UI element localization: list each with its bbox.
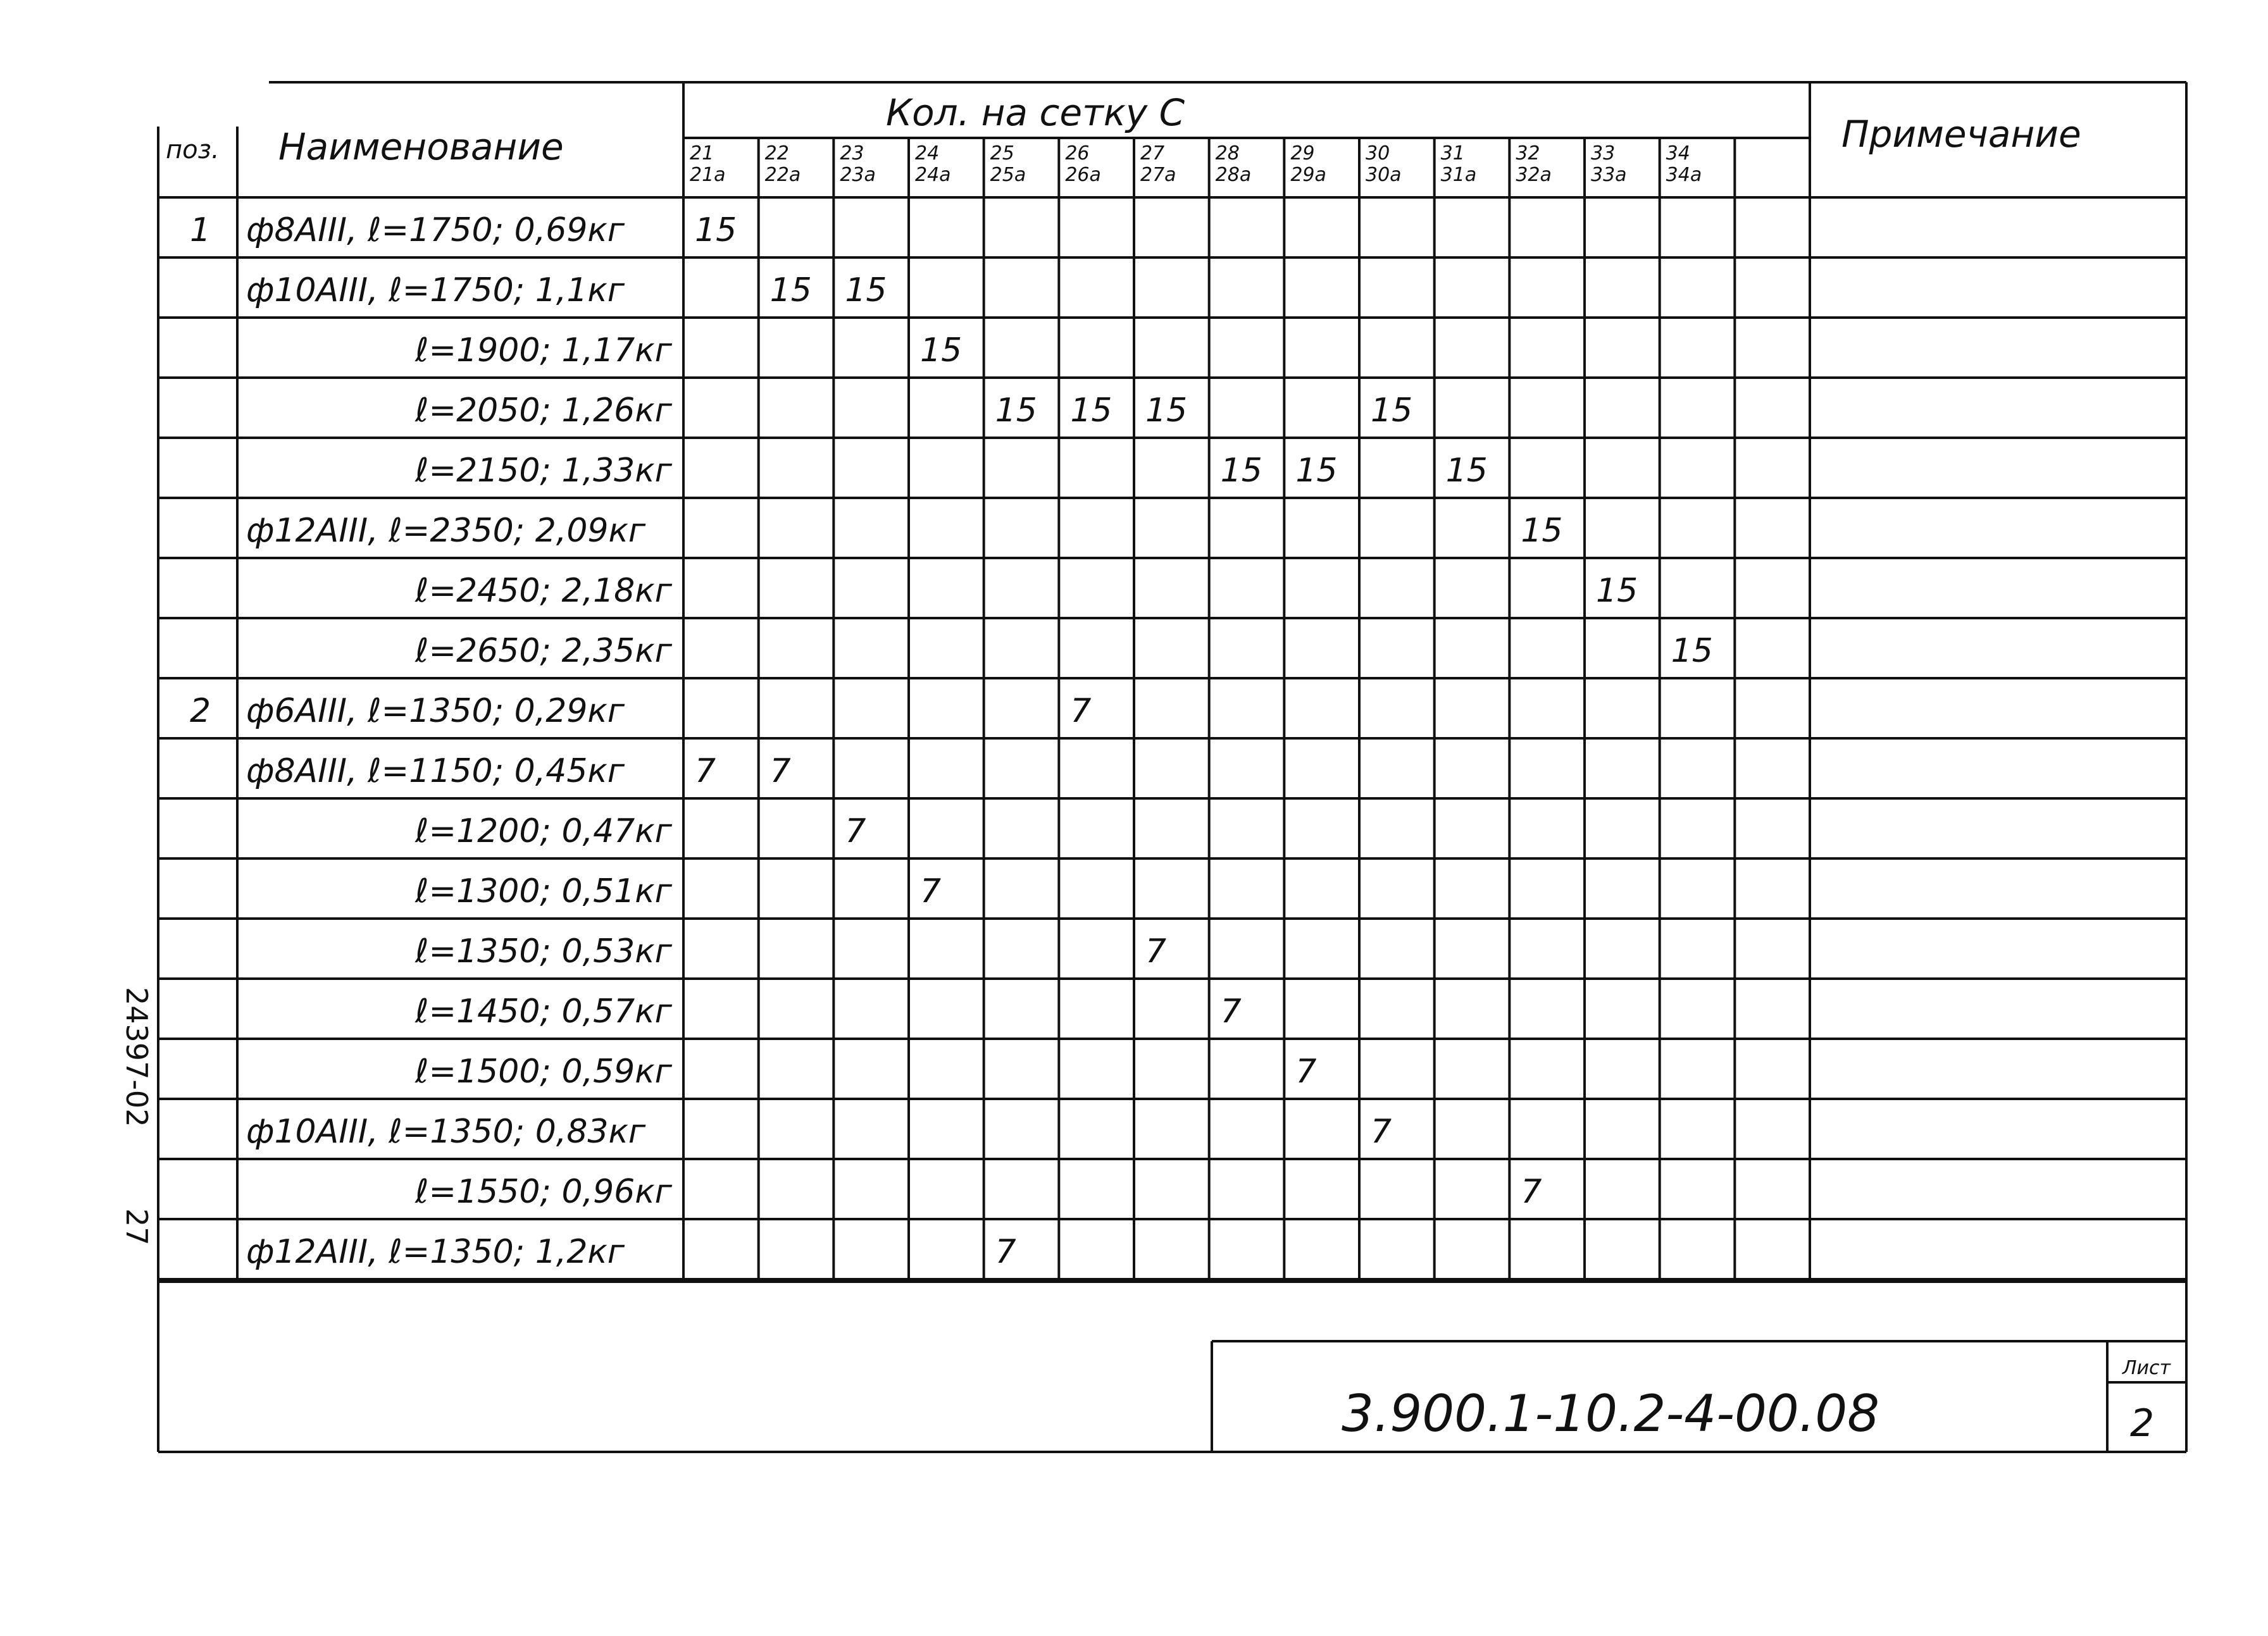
side-stamp [120,987,154,1246]
table-row [246,1233,1016,1271]
column-header [1290,142,1326,186]
quantity-cell: 15 [1295,452,1338,490]
column-header [1516,142,1552,186]
column-header-label: 22 [764,142,789,164]
row-name: ф10АIII, ℓ=1350; 0,83кг [246,1113,646,1151]
quantity-cell: 7 [845,812,866,850]
title-block [1342,1357,2172,1446]
table-row [414,332,962,369]
table-header [166,91,2081,168]
quantity-cell: 15 [1145,392,1188,430]
column-header [1591,142,1627,186]
quantity-cell: 7 [1145,933,1167,970]
column-header-label: 22а [764,164,801,186]
table-row [246,752,791,790]
document-number: 3.900.1-10.2-4-00.08 [1342,1384,1879,1443]
column-header [1216,142,1252,186]
column-header-label: 23 [840,142,864,164]
column-header-label: 28 [1215,142,1240,164]
table-row [414,933,1166,970]
column-header-label: 32а [1516,164,1552,186]
column-header-label: 33 [1591,142,1616,164]
row-name: ℓ=2050; 1,26кг [415,392,672,430]
quantity-cell: 7 [1521,1173,1542,1211]
table-row [414,1173,1542,1211]
column-header-label: 29а [1290,164,1326,186]
table-row [246,1113,1392,1151]
quantity-cell: 15 [995,392,1037,430]
column-header [1666,142,1702,186]
row-name: ℓ=1450; 0,57кг [415,993,672,1031]
column-header-label: 29 [1290,142,1315,164]
column-header-label: 31 [1440,142,1465,164]
row-name: ℓ=2650; 2,35кг [415,632,672,670]
row-name: ℓ=2150; 1,33кг [415,452,672,490]
inventory-page: 27 [120,1208,154,1246]
row-name: ф8АIII, ℓ=1150; 0,45кг [246,752,625,790]
row-name: ℓ=1300; 0,51кг [415,872,672,910]
sheet-number: 2 [2130,1401,2155,1446]
column-header-label: 21 [690,142,714,164]
table-row [414,1053,1316,1091]
row-name: ф6АIII, ℓ=1350; 0,29кг [246,692,625,730]
column-header-label: 34 [1666,142,1690,164]
table-row [414,812,866,850]
column-header-label: 27 [1140,142,1165,164]
column-header-label: 26 [1065,142,1090,164]
quantity-cell: 15 [1220,452,1262,490]
column-header-label: 28а [1215,164,1252,186]
column-header-label: 32 [1516,142,1540,164]
quantity-cell: 7 [995,1233,1016,1271]
table-row [414,872,941,910]
quantity-cell: 7 [1070,692,1092,730]
column-header-label: 23а [840,164,876,186]
column-header [1140,142,1176,186]
table-row [414,572,1638,610]
name-header: Наименование [278,125,564,168]
quantity-cell: 15 [1070,392,1112,430]
column-header-label: 31а [1440,164,1477,186]
column-header [1065,142,1101,186]
quantity-cell: 7 [695,752,716,790]
row-name: ℓ=1500; 0,59кг [415,1053,672,1091]
row-name: ℓ=1200; 0,47кг [415,812,672,850]
column-header-label: 21а [690,164,726,186]
column-header [840,142,876,186]
column-header [1441,142,1477,186]
quantity-cell: 15 [1521,512,1563,550]
table-row [190,692,1091,730]
table-row [246,271,887,309]
row-name: ф10АIII, ℓ=1750; 1,1кг [246,271,625,309]
column-header-label: 27а [1140,164,1176,186]
quantity-cell: 7 [770,752,791,790]
column-header [915,142,951,186]
quantity-cell: 15 [770,271,812,309]
quantity-cell: 15 [1596,572,1638,610]
quantity-cell: 15 [695,211,737,249]
column-header-label: 26а [1065,164,1101,186]
column-header-label: 34а [1666,164,1702,186]
row-name: ℓ=2450; 2,18кг [415,572,672,610]
row-position: 1 [190,211,211,249]
table-body [190,211,1713,1271]
quantity-cell: 15 [845,271,887,309]
table-row [414,993,1242,1031]
row-name: ℓ=1550; 0,96кг [415,1173,672,1211]
row-name: ф12АIII, ℓ=1350; 1,2кг [246,1233,625,1271]
row-name: ℓ=1900; 1,17кг [415,332,672,369]
column-header-label: 24 [915,142,940,164]
quantity-cell: 7 [1220,993,1242,1031]
row-position: 2 [190,692,211,730]
column-header-label: 24а [915,164,951,186]
table-row [190,211,737,249]
column-header-label: 33а [1591,164,1627,186]
inventory-number: 24397-02 [120,987,154,1127]
column-headers [690,142,1702,186]
column-header-label: 25 [990,142,1014,164]
column-header [1366,142,1402,186]
quantity-cell: 7 [1371,1113,1392,1151]
row-name: ф8АIII, ℓ=1750; 0,69кг [246,211,625,249]
column-header-label: 25а [990,164,1026,186]
qty-header: Кол. на сетку С [886,91,1185,134]
quantity-cell: 15 [920,332,963,369]
column-header [765,142,801,186]
note-header: Примечание [1841,113,2081,156]
quantity-cell: 15 [1671,632,1713,670]
sheet-label: Лист [2122,1357,2171,1379]
column-header-label: 30а [1366,164,1402,186]
quantity-cell: 7 [1295,1053,1317,1091]
table-row [414,392,1412,430]
quantity-cell: 15 [1445,452,1488,490]
table-row [246,512,1563,550]
row-name: ф12АIII, ℓ=2350; 2,09кг [246,512,646,550]
row-name: ℓ=1350; 0,53кг [415,933,672,970]
table-row [414,632,1713,670]
column-header [690,142,726,186]
column-header [990,142,1026,186]
quantity-cell: 7 [920,872,942,910]
pos-header: поз. [166,135,220,164]
table-row [414,452,1488,490]
quantity-cell: 15 [1371,392,1413,430]
column-header-label: 30 [1366,142,1390,164]
